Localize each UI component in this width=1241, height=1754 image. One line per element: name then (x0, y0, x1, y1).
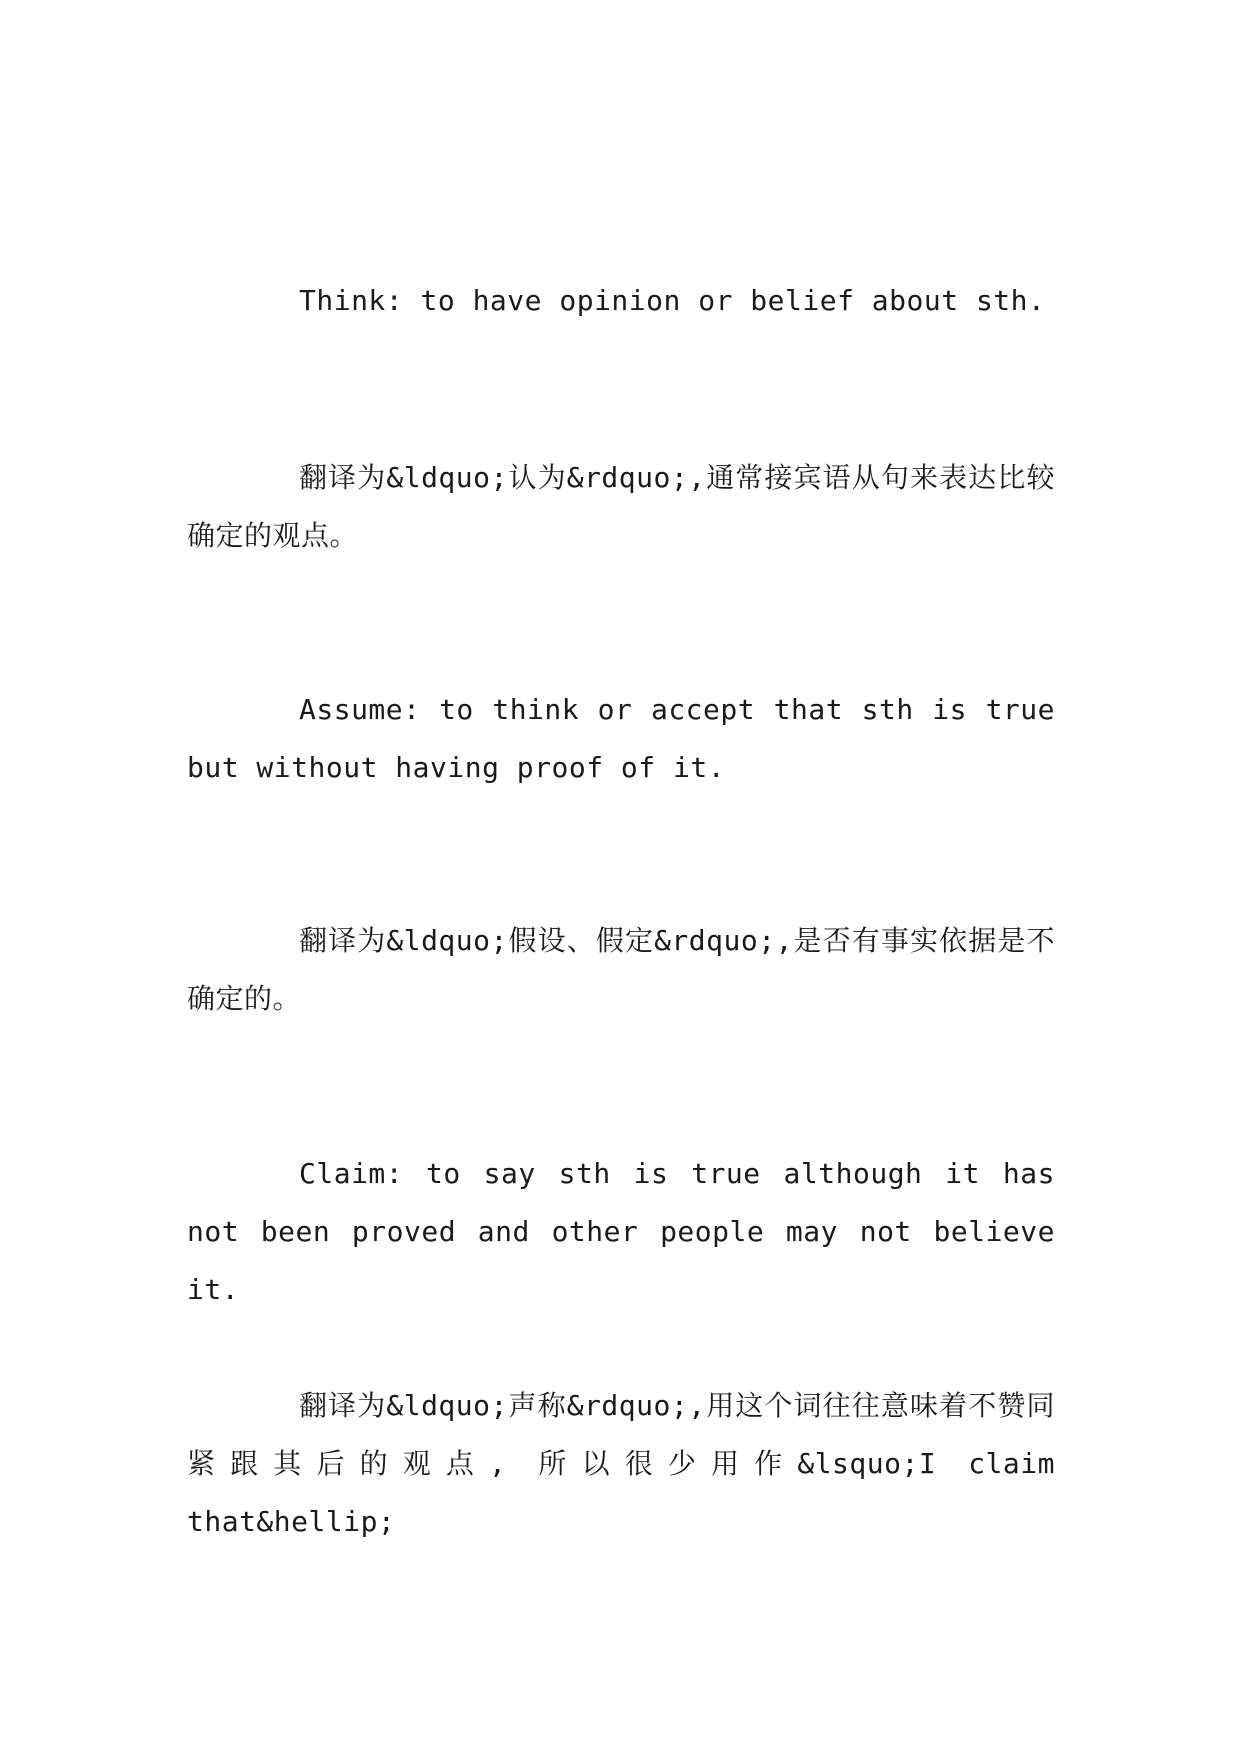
paragraph-assume-translation: 翻译为&ldquo;假设、假定&rdquo;,是否有事实依据是不确定的。 (187, 924, 1055, 1015)
paragraph-claim-definition: Claim: to say sth is true although it has not been proved and other people may not believe it. (187, 1157, 1055, 1306)
paragraph-claim-translation: 翻译为&ldquo;声称&rdquo;,用这个词往往意味着不赞同紧跟其后的观点, 所以很少用作&lsquo;I claim that&hellip; (187, 1389, 1055, 1538)
paragraph-assume-definition: Assume: to think or accept that sth is true but without having proof of it. (187, 693, 1055, 784)
paragraph-think-definition: Think: to have opinion or belief about sth. (299, 284, 1046, 317)
paragraph-think-translation: 翻译为&ldquo;认为&rdquo;,通常接宾语从句来表达比较确定的观点。 (187, 461, 1055, 552)
